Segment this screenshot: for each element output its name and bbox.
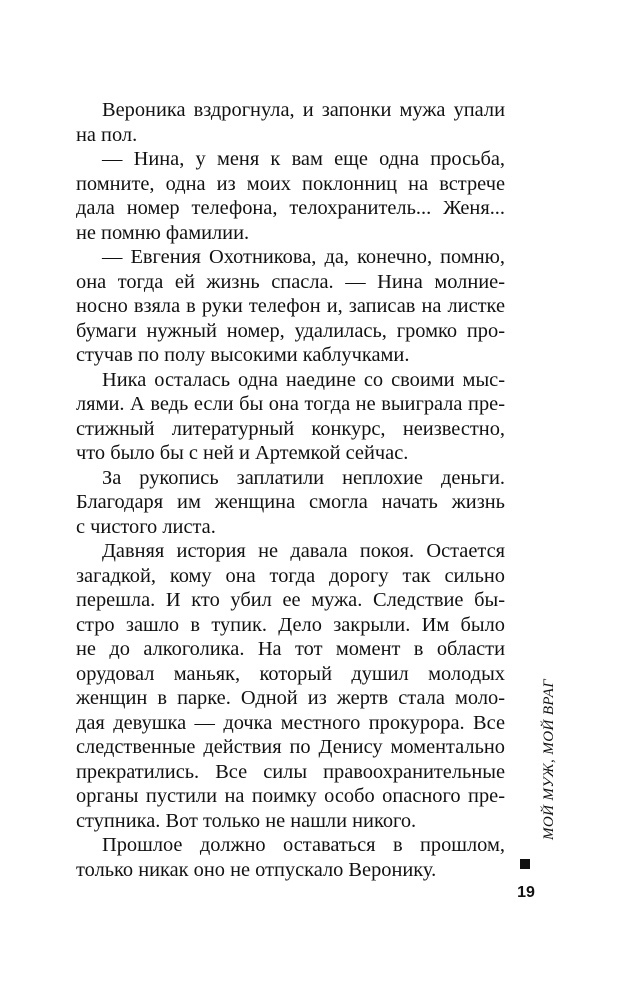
text-line: органы пустили на поимку особо опасного пре- bbox=[76, 785, 505, 807]
text-line: орудовал маньяк, который душил молодых bbox=[76, 662, 505, 685]
text-line: Вероника вздрогнула, и запонки мужа упали bbox=[102, 99, 505, 121]
text-line: — Евгения Охотникова, да, конечно, помню, bbox=[102, 246, 505, 268]
text-line: Ника осталась одна наедине со своими мыс- bbox=[102, 368, 505, 391]
page-number: 19 bbox=[517, 884, 535, 901]
text-line: ступника. Вот только не нашли никого. bbox=[76, 809, 417, 832]
text-line: женщин в парке. Одной из жертв стала моло- bbox=[76, 687, 505, 709]
text-line: Благодаря им женщина смогла начать жизнь bbox=[76, 491, 505, 513]
text-line: бумаги нужный номер, удалилась, громко про- bbox=[76, 319, 505, 342]
text-line: За рукопись заплатили неплохие деньги. bbox=[102, 466, 505, 489]
text-line: на пол. bbox=[76, 123, 138, 146]
text-line: она тогда ей жизнь спасла. — Нина молние- bbox=[76, 270, 505, 293]
text-line: с чистого листа. bbox=[76, 515, 216, 538]
text-line: — Нина, у меня к вам еще одна просьба, bbox=[102, 148, 505, 170]
text-line: прекратились. Все силы правоохранительные bbox=[76, 760, 505, 783]
text-line: стучав по полу высокими каблучками. bbox=[76, 344, 410, 366]
text-line: не до алкоголика. На тот момент в области bbox=[76, 638, 505, 660]
text-line: загадкой, кому она тогда дорогу так сильно bbox=[76, 564, 505, 587]
text-line: лями. А ведь если бы она тогда не выиграла пре- bbox=[76, 393, 505, 415]
text-line: Давняя история не давала покоя. Остается bbox=[102, 540, 505, 562]
running-title: МОЙ МУЖ, МОЙ ВРАГ bbox=[541, 678, 557, 840]
text-line: Прошлое должно оставаться в прошлом, bbox=[102, 834, 505, 856]
text-line: перешла. И кто убил ее мужа. Следствие бы- bbox=[76, 589, 505, 611]
text-line: что было бы с ней и Артемкой сейчас. bbox=[76, 442, 409, 464]
text-line: не помню фамилии. bbox=[76, 221, 250, 244]
text-line: стро зашло в тупик. Дело закрыли. Им было bbox=[76, 613, 505, 636]
text-line: только никак оно не отпускало Веронику. bbox=[76, 858, 437, 881]
text-line: стижный литературный конкурс, неизвестно, bbox=[76, 417, 505, 440]
text-line: дая девушка — дочка местного прокурора. Все bbox=[76, 711, 505, 734]
text-line: следственные действия по Денису моментально bbox=[76, 736, 505, 758]
body-text bbox=[76, 98, 505, 882]
text-line: носно взяла в руки телефон и, записав на листке bbox=[76, 295, 505, 317]
text-line: помните, одна из моих поклонниц на встрече bbox=[76, 172, 505, 195]
black-square-ornament bbox=[520, 859, 530, 869]
text-line: дала номер телефона, телохранитель... Женя... bbox=[76, 197, 505, 219]
